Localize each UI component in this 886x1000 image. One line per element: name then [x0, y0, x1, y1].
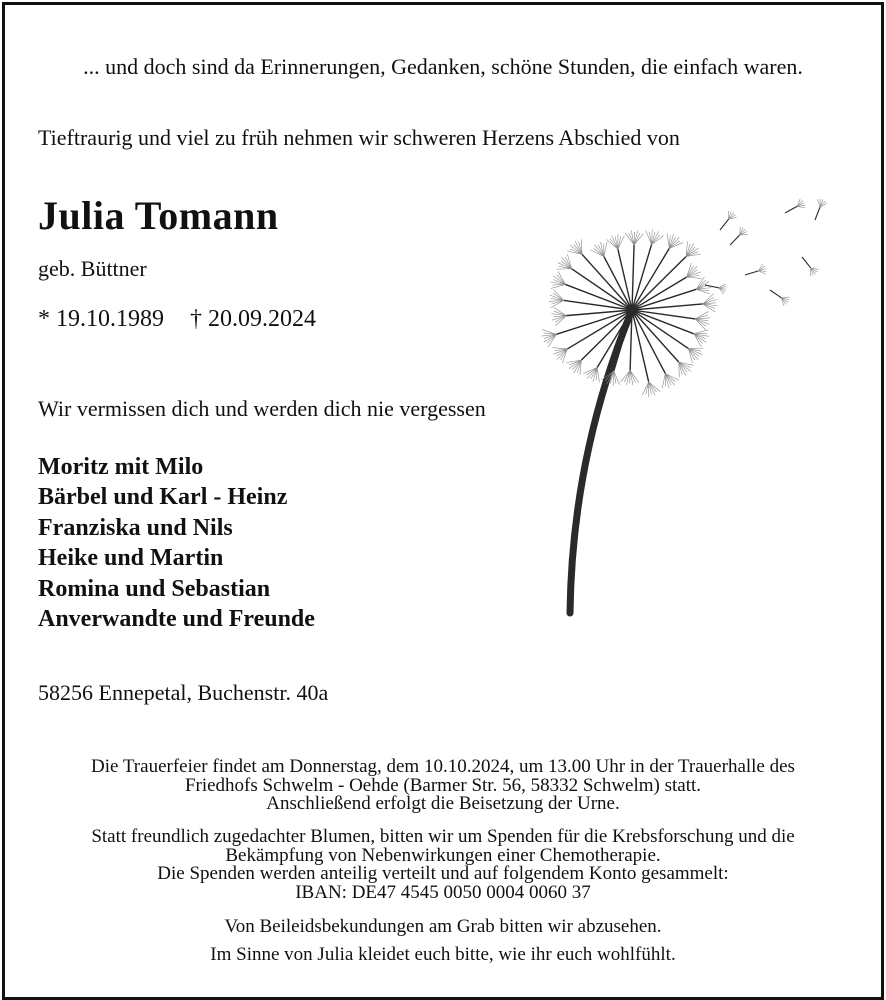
farewell-lead: Tieftraurig und viel zu früh nehmen wir schweren Herzens Abschied von [38, 125, 680, 150]
intro-quote: ... und doch sind da Erinnerungen, Gedanken, schöne Stunden, die einfach waren. [83, 54, 803, 79]
family-address: 58256 Ennepetal, Buchenstr. 40a [38, 680, 329, 705]
condolence-note: Von Beileidsbekundungen am Grab bitten wir abzusehen. [224, 916, 662, 937]
ceremony-line: Anschließend erfolgt die Beisetzung der Urne. [266, 793, 620, 814]
remembrance-line: Wir vermissen dich und werden dich nie vergessen [38, 396, 486, 421]
donation-iban: IBAN: DE47 4545 0050 0004 0060 37 [295, 881, 591, 903]
dandelion-stem [570, 310, 632, 613]
donation-line: Statt freundlich zugedachter Blumen, bitten wir um Spenden für die Krebsforschung und die [91, 826, 795, 847]
mourner-name: Romina und Sebastian [38, 575, 271, 602]
flying-seeds [705, 199, 827, 306]
mourner-name: Heike und Martin [38, 545, 224, 572]
mourners-list [38, 452, 315, 634]
mourner-name: Anverwandte und Freunde [38, 606, 315, 633]
dandelion-icon [540, 195, 840, 620]
ceremony-line: Die Trauerfeier findet am Donnerstag, dem 10.10.2024, um 13.00 Uhr in der Trauerhalle des [91, 756, 795, 777]
dandelion-seed-head [541, 230, 717, 397]
mourner-name: Moritz mit Milo [38, 454, 204, 480]
maiden-name: geb. Büttner [38, 256, 147, 281]
ceremony-info [0, 758, 886, 814]
ceremony-line: Friedhofs Schwelm - Oehde (Barmer Str. 56, 58332 Schwelm) statt. [184, 774, 702, 796]
deceased-name: Julia Tomann [38, 193, 279, 238]
dress-note: Im Sinne von Julia kleidet euch bitte, wie ihr euch wohlfühlt. [210, 944, 676, 965]
donation-line: Bekämpfung von Nebenwirkungen einer Chemotherapie. [225, 844, 661, 866]
life-dates [38, 306, 316, 333]
mourner-name: Bärbel und Karl - Heinz [38, 484, 288, 511]
death-date: † 20.09.2024 [190, 306, 316, 332]
birth-date: * 19.10.1989 [38, 306, 164, 332]
donation-info [0, 828, 886, 902]
donation-line: Die Spenden werden anteilig verteilt und auf folgendem Konto gesammelt: [157, 863, 729, 884]
mourner-name: Franziska und Nils [38, 514, 233, 541]
